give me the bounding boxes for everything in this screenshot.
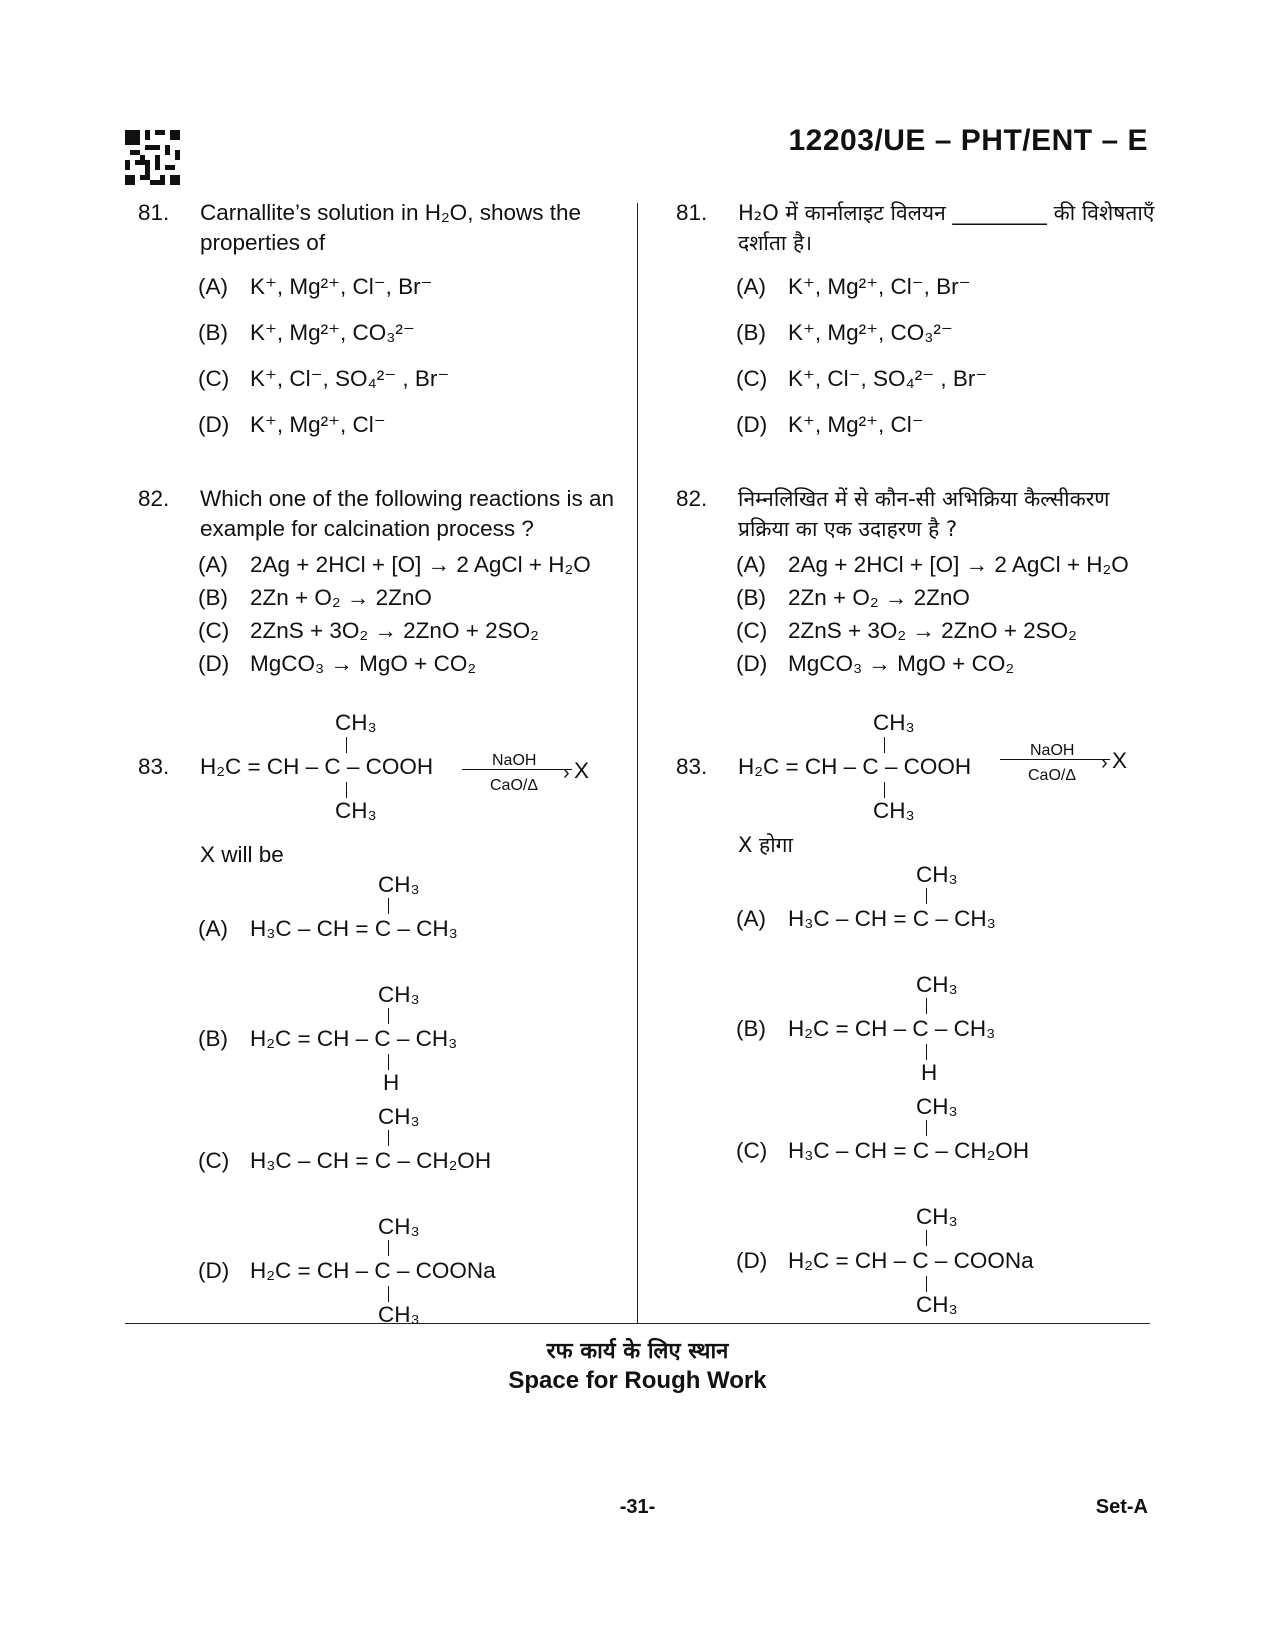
rough-work-label-hindi: रफ कार्य के लिए स्थान <box>546 1339 729 1364</box>
reagent-bottom: CaO/Δ <box>1028 767 1077 784</box>
option-a: (A) CH₃ H₃C – CH = C – CH₃ <box>198 872 458 941</box>
question-text: निम्नलिखित में से कौन-सी अभिक्रिया कैल्सीकरण प्रक्रिया का एक उदाहरण है ? <box>738 487 1110 541</box>
question-number: 83. <box>138 754 170 779</box>
reaction-arrow: NaOH › X CaO/Δ <box>462 746 582 786</box>
option-c: (C) 2ZnS + 3O₂ → 2ZnO + 2SO₂ <box>736 618 1077 643</box>
reactant-formula: H₂C = CH – C – COOH <box>200 754 434 779</box>
rough-work-label: Space for Rough Work <box>508 1367 767 1394</box>
paper-code: 12203/UE – PHT/ENT – E <box>788 124 1148 157</box>
option-a: (A) K⁺, Mg²⁺, Cl⁻, Br⁻ <box>198 274 433 299</box>
option-c: (C) 2ZnS + 3O₂ → 2ZnO + 2SO₂ <box>198 618 539 643</box>
x-will-be: X होगा <box>738 833 793 857</box>
question-number: 81. <box>676 200 708 225</box>
option-d: (D) K⁺, Mg²⁺, Cl⁻ <box>736 412 924 437</box>
question-82 <box>676 484 1156 682</box>
product-x: X <box>574 758 590 783</box>
option-a: (A) 2Ag + 2HCl + [O] → 2 AgCl + H₂O <box>736 552 1129 577</box>
option-c: (C) K⁺, Cl⁻, SO₄²⁻ , Br⁻ <box>198 366 450 391</box>
column-divider <box>637 203 638 1323</box>
option-d: (D) MgCO₃ → MgO + CO₂ <box>736 651 1015 676</box>
methyl-bottom: CH₃ <box>335 798 377 823</box>
question-number: 82. <box>138 486 170 511</box>
option-d: (D) CH₃ H₂C = CH – C – COONa CH₃ <box>736 1204 1034 1317</box>
reagent-bottom: CaO/Δ <box>490 777 539 794</box>
option-b: (B) K⁺, Mg²⁺, CO₃²⁻ <box>736 320 953 345</box>
x-will-be: X will be <box>200 842 284 867</box>
question-83 <box>138 700 618 1327</box>
reagent-top: NaOH <box>1030 742 1075 759</box>
reactant-structure <box>200 700 620 823</box>
option-a: (A) 2Ag + 2HCl + [O] → 2 AgCl + H₂O <box>198 552 591 577</box>
option-a: (A) CH₃ H₃C – CH = C – CH₃ <box>736 862 996 931</box>
product-x: X <box>1112 748 1128 773</box>
option-c: (C) CH₃ H₃C – CH = C – CH₂OH <box>736 1094 1030 1163</box>
option-b: (B) CH₃ H₂C = CH – C – CH₃ H <box>198 982 458 1095</box>
qr-code <box>125 130 180 185</box>
methyl-top: CH₃ <box>335 710 377 735</box>
question-number: 83. <box>676 754 708 779</box>
question-82 <box>138 484 618 682</box>
option-d: (D) K⁺, Mg²⁺, Cl⁻ <box>198 412 386 437</box>
reaction <box>676 700 1156 823</box>
option-d: (D) MgCO₃ → MgO + CO₂ <box>198 651 477 676</box>
question-text: Which one of the following reactions is an example for calcination process ? <box>200 486 614 541</box>
question-81 <box>138 198 618 456</box>
question-number: 81. <box>138 200 170 225</box>
methyl-bottom: CH₃ <box>873 798 915 823</box>
hindi-column <box>676 198 1156 1317</box>
option-c: (C) CH₃ H₃C – CH = C – CH₂OH <box>198 1104 492 1173</box>
option-b: (B) 2Zn + O₂ → 2ZnO <box>198 585 432 610</box>
option-b: (B) 2Zn + O₂ → 2ZnO <box>736 585 970 610</box>
english-column <box>138 198 618 1327</box>
option-d: (D) CH₃ H₂C = CH – C – COONa CH₃ <box>198 1214 496 1327</box>
option-a: (A) K⁺, Mg²⁺, Cl⁻, Br⁻ <box>736 274 971 299</box>
option-c: (C) K⁺, Cl⁻, SO₄²⁻ , Br⁻ <box>736 366 988 391</box>
set-label: Set-A <box>1095 1496 1148 1518</box>
option-b: (B) K⁺, Mg²⁺, CO₃²⁻ <box>198 320 415 345</box>
reactant-formula: H₂C = CH – C – COOH <box>738 754 972 779</box>
question-text: Carnallite’s solution in H₂O, shows the properties of <box>200 200 581 255</box>
methyl-top: CH₃ <box>873 710 915 735</box>
reaction <box>138 700 618 823</box>
bottom-rule <box>125 1323 1150 1324</box>
reagent-top: NaOH <box>492 752 537 769</box>
question-81 <box>676 198 1156 456</box>
page-number: -31- <box>619 1496 656 1518</box>
option-b: (B) CH₃ H₂C = CH – C – CH₃ H <box>736 972 996 1085</box>
reactant-structure <box>738 700 1158 823</box>
question-text: H₂O में कार्नालाइट विलयन _________ की विशेषताएँ दर्शाता है। <box>738 201 1155 255</box>
question-83 <box>676 700 1156 1317</box>
reaction-arrow: NaOH › X CaO/Δ <box>1000 736 1120 776</box>
question-number: 82. <box>676 486 708 511</box>
